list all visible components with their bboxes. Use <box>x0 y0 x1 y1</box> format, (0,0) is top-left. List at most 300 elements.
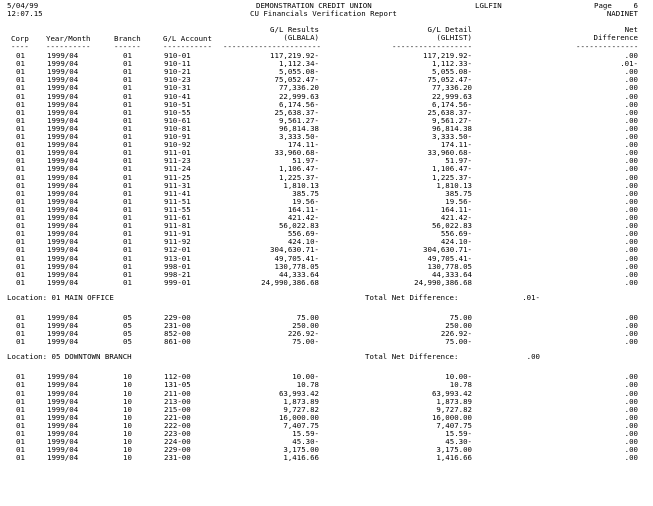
cell-net-difference: .00 <box>624 337 638 347</box>
cell-net-difference: .00 <box>624 321 638 330</box>
cell-net-difference: .00 <box>624 51 638 60</box>
cell-corp: 01 <box>16 107 25 117</box>
total-net-difference-value: .00 <box>526 352 540 362</box>
cell-gl-results: 7,407.75 <box>283 420 319 430</box>
cell-year-month: 1999/04 <box>47 429 79 438</box>
cell-gl-results: 75.00- <box>292 337 319 347</box>
page-label: Page <box>594 1 612 10</box>
cell-year-month: 1999/04 <box>47 172 79 182</box>
cell-gl-results: 33,960.68- <box>274 148 319 158</box>
col-net: Net <box>624 25 638 34</box>
cell-branch: 05 <box>123 329 132 339</box>
cell-corp: 01 <box>16 115 25 125</box>
cell-corp: 01 <box>16 83 25 93</box>
cell-year-month: 1999/04 <box>47 204 79 214</box>
cell-net-difference: .00 <box>624 99 638 109</box>
cell-net-difference: .00 <box>624 261 638 271</box>
cell-branch: 10 <box>123 380 132 390</box>
cell-year-month: 1999/04 <box>47 75 79 85</box>
cell-corp: 01 <box>16 204 25 214</box>
cell-year-month: 1999/04 <box>47 115 79 125</box>
cell-corp: 01 <box>16 420 25 430</box>
cell-branch: 05 <box>123 337 132 347</box>
cell-net-difference: .00 <box>624 329 638 339</box>
cell-corp: 01 <box>16 156 25 166</box>
cell-gl-account: 910-11 <box>164 59 191 69</box>
cell-gl-account: 229-00 <box>164 445 191 455</box>
cell-branch: 01 <box>123 148 132 158</box>
cell-gl-detail: 6,174.56- <box>431 99 472 109</box>
cell-gl-results: 385.75 <box>292 188 319 198</box>
cell-year-month: 1999/04 <box>47 123 79 133</box>
cell-year-month: 1999/04 <box>47 180 79 190</box>
cell-gl-detail: 130,778.05 <box>427 261 472 271</box>
cell-year-month: 1999/04 <box>47 164 79 174</box>
cell-gl-results: 6,174.56- <box>278 99 319 109</box>
cell-corp: 01 <box>16 277 25 287</box>
divider: ------------------ <box>392 42 473 51</box>
col-gl-detail-sub: (GLHIST) <box>436 33 472 42</box>
cell-net-difference: .00 <box>624 237 638 247</box>
cell-gl-account: 910-31 <box>164 83 191 93</box>
cell-gl-detail: 56,022.83 <box>431 221 472 231</box>
cell-corp: 01 <box>16 59 25 69</box>
cell-gl-results: 10.00- <box>292 372 319 382</box>
cell-gl-detail: 10.00- <box>445 372 472 382</box>
cell-net-difference: .00 <box>624 204 638 214</box>
cell-net-difference: .00 <box>624 269 638 279</box>
cell-gl-results: 130,778.05 <box>274 261 319 271</box>
cell-corp: 01 <box>16 312 25 322</box>
cell-year-month: 1999/04 <box>47 156 79 166</box>
cell-corp: 01 <box>16 453 25 463</box>
cell-branch: 01 <box>123 83 132 93</box>
cell-corp: 01 <box>16 188 25 198</box>
cell-gl-detail: 421.42- <box>440 213 472 222</box>
cell-year-month: 1999/04 <box>47 213 79 222</box>
cell-branch: 01 <box>123 204 132 214</box>
cell-gl-account: 912-01 <box>164 245 191 255</box>
cell-gl-detail: 75.00 <box>449 312 472 322</box>
cell-net-difference: .00 <box>624 132 638 141</box>
cell-branch: 10 <box>123 396 132 406</box>
col-corp: Corp <box>11 34 29 43</box>
cell-year-month: 1999/04 <box>47 51 79 60</box>
cell-gl-detail: 556.69- <box>440 229 472 239</box>
cell-branch: 01 <box>123 188 132 198</box>
cell-gl-results: 16,000.00 <box>278 412 319 422</box>
cell-branch: 10 <box>123 445 132 455</box>
cell-net-difference: .00 <box>624 83 638 93</box>
cell-gl-detail: 51.97- <box>445 156 472 166</box>
cell-corp: 01 <box>16 140 25 150</box>
cell-net-difference: .00 <box>624 253 638 263</box>
cell-gl-results: 19.56- <box>292 196 319 206</box>
cell-gl-account: 112-00 <box>164 372 191 382</box>
cell-gl-account: 211-00 <box>164 388 191 398</box>
cell-branch: 01 <box>123 269 132 279</box>
cell-year-month: 1999/04 <box>47 59 79 69</box>
cell-year-month: 1999/04 <box>47 237 79 247</box>
cell-gl-results: 56,022.83 <box>278 221 319 231</box>
cell-net-difference: .00 <box>624 245 638 255</box>
cell-corp: 01 <box>16 329 25 339</box>
cell-gl-account: 910-23 <box>164 75 191 85</box>
cell-branch: 01 <box>123 229 132 239</box>
cell-net-difference: .00 <box>624 148 638 158</box>
cell-gl-detail: 3,175.00 <box>436 445 472 455</box>
cell-corp: 01 <box>16 221 25 231</box>
cell-net-difference: .00 <box>624 213 638 222</box>
cell-net-difference: .00 <box>624 107 638 117</box>
cell-gl-results: 117,219.92- <box>270 51 319 60</box>
cell-gl-results: 77,336.20 <box>278 83 319 93</box>
cell-gl-results: 226.92- <box>287 329 319 339</box>
col-gl-results: G/L Results <box>270 25 319 34</box>
cell-branch: 01 <box>123 237 132 247</box>
cell-gl-results: 1,225.37- <box>278 172 319 182</box>
cell-corp: 01 <box>16 245 25 255</box>
cell-gl-detail: 164.11- <box>440 204 472 214</box>
cell-net-difference: .00 <box>624 180 638 190</box>
cell-gl-detail: 49,705.41- <box>427 253 472 263</box>
cell-branch: 01 <box>123 75 132 85</box>
cell-gl-detail: 250.00 <box>445 321 472 330</box>
cell-gl-results: 1,112.34- <box>278 59 319 69</box>
report-code: LGLFIN <box>475 1 502 10</box>
cell-net-difference: .00 <box>624 91 638 101</box>
cell-gl-account: 910-51 <box>164 99 191 109</box>
cell-net-difference: .00 <box>624 172 638 182</box>
total-net-difference-label: Total Net Difference: <box>365 292 459 302</box>
cell-gl-account: 913-01 <box>164 253 191 263</box>
cell-branch: 01 <box>123 59 132 69</box>
cell-gl-results: 424.10- <box>287 237 319 247</box>
cell-year-month: 1999/04 <box>47 420 79 430</box>
cell-branch: 10 <box>123 453 132 463</box>
cell-gl-detail: 25,638.37- <box>427 107 472 117</box>
cell-gl-account: 911-81 <box>164 221 191 231</box>
cell-year-month: 1999/04 <box>47 196 79 206</box>
cell-net-difference: .00 <box>624 312 638 322</box>
cell-year-month: 1999/04 <box>47 253 79 263</box>
cell-net-difference: .00 <box>624 437 638 447</box>
cell-gl-results: 1,810.13 <box>283 180 319 190</box>
cell-gl-results: 49,705.41- <box>274 253 319 263</box>
cell-gl-account: 222-00 <box>164 420 191 430</box>
divider: ----------- <box>163 42 212 51</box>
cell-year-month: 1999/04 <box>47 388 79 398</box>
cell-gl-results: 10.78 <box>296 380 319 390</box>
cell-year-month: 1999/04 <box>47 372 79 382</box>
cell-branch: 01 <box>123 213 132 222</box>
cell-gl-detail: 174.11- <box>440 140 472 150</box>
location-label: Location: 01 MAIN OFFICE <box>7 292 114 302</box>
cell-gl-account: 910-81 <box>164 123 191 133</box>
organization-name: DEMONSTRATION CREDIT UNION <box>256 1 372 10</box>
cell-corp: 01 <box>16 445 25 455</box>
cell-corp: 01 <box>16 404 25 414</box>
cell-gl-account: 911-55 <box>164 204 191 214</box>
cell-year-month: 1999/04 <box>47 99 79 109</box>
cell-gl-detail: 16,000.00 <box>431 412 472 422</box>
cell-gl-results: 164.11- <box>287 204 319 214</box>
cell-gl-detail: 5,055.08- <box>431 67 472 77</box>
divider: ---- <box>11 42 29 51</box>
cell-year-month: 1999/04 <box>47 396 79 406</box>
cell-gl-account: 911-91 <box>164 229 191 239</box>
cell-branch: 01 <box>123 221 132 231</box>
cell-gl-account: 231-00 <box>164 321 191 330</box>
cell-net-difference: .00 <box>624 429 638 438</box>
cell-net-difference: .00 <box>624 156 638 166</box>
cell-year-month: 1999/04 <box>47 269 79 279</box>
cell-branch: 10 <box>123 404 132 414</box>
cell-net-difference: .00 <box>624 221 638 231</box>
cell-gl-account: 911-61 <box>164 213 191 222</box>
cell-gl-results: 25,638.37- <box>274 107 319 117</box>
cell-year-month: 1999/04 <box>47 453 79 463</box>
cell-gl-detail: 304,630.71- <box>423 245 472 255</box>
cell-gl-account: 911-41 <box>164 188 191 198</box>
cell-year-month: 1999/04 <box>47 412 79 422</box>
cell-net-difference: .00 <box>624 380 638 390</box>
cell-branch: 05 <box>123 321 132 330</box>
report-title: CU Financials Verification Report <box>250 9 397 18</box>
cell-corp: 01 <box>16 132 25 141</box>
cell-gl-account: 911-25 <box>164 172 191 182</box>
cell-branch: 10 <box>123 420 132 430</box>
cell-gl-detail: 45.30- <box>445 437 472 447</box>
cell-gl-results: 96,814.38 <box>278 123 319 133</box>
cell-branch: 01 <box>123 140 132 150</box>
cell-gl-detail: 44,333.64 <box>431 269 472 279</box>
cell-gl-detail: 3,333.50- <box>431 132 472 141</box>
cell-year-month: 1999/04 <box>47 337 79 347</box>
divider: -------------- <box>576 42 639 51</box>
cell-corp: 01 <box>16 164 25 174</box>
location-label: Location: 05 DOWNTOWN BRANCH <box>7 352 132 362</box>
cell-year-month: 1999/04 <box>47 148 79 158</box>
cell-gl-results: 5,055.08- <box>278 67 319 77</box>
cell-corp: 01 <box>16 372 25 382</box>
cell-year-month: 1999/04 <box>47 404 79 414</box>
cell-gl-account: 999-01 <box>164 277 191 287</box>
cell-corp: 01 <box>16 172 25 182</box>
cell-branch: 05 <box>123 312 132 322</box>
cell-gl-results: 51.97- <box>292 156 319 166</box>
cell-gl-account: 911-51 <box>164 196 191 206</box>
cell-gl-account: 224-00 <box>164 437 191 447</box>
cell-year-month: 1999/04 <box>47 107 79 117</box>
cell-corp: 01 <box>16 123 25 133</box>
cell-gl-detail: 9,727.82 <box>436 404 472 414</box>
cell-gl-detail: 9,561.27- <box>431 115 472 125</box>
cell-branch: 10 <box>123 429 132 438</box>
cell-gl-account: 910-92 <box>164 140 191 150</box>
cell-corp: 01 <box>16 99 25 109</box>
cell-branch: 01 <box>123 172 132 182</box>
cell-year-month: 1999/04 <box>47 329 79 339</box>
cell-gl-account: 223-00 <box>164 429 191 438</box>
cell-gl-account: 911-31 <box>164 180 191 190</box>
cell-corp: 01 <box>16 321 25 330</box>
cell-net-difference: .00 <box>624 115 638 125</box>
cell-gl-account: 910-91 <box>164 132 191 141</box>
cell-gl-results: 22,999.63 <box>278 91 319 101</box>
cell-gl-results: 75,052.47- <box>274 75 319 85</box>
cell-gl-results: 1,416.66 <box>283 453 319 463</box>
cell-gl-account: 998-21 <box>164 269 191 279</box>
cell-gl-detail: 19.56- <box>445 196 472 206</box>
cell-gl-results: 75.00 <box>296 312 319 322</box>
cell-gl-results: 44,333.64 <box>278 269 319 279</box>
cell-gl-detail: 1,416.66 <box>436 453 472 463</box>
cell-year-month: 1999/04 <box>47 312 79 322</box>
cell-branch: 01 <box>123 253 132 263</box>
cell-corp: 01 <box>16 380 25 390</box>
cell-corp: 01 <box>16 180 25 190</box>
cell-gl-results: 250.00 <box>292 321 319 330</box>
cell-gl-detail: 15.59- <box>445 429 472 438</box>
cell-gl-account: 229-00 <box>164 312 191 322</box>
cell-branch: 01 <box>123 123 132 133</box>
col-gl-detail: G/L Detail <box>427 25 472 34</box>
cell-net-difference: .00 <box>624 420 638 430</box>
cell-gl-detail: 1,810.13 <box>436 180 472 190</box>
cell-branch: 01 <box>123 91 132 101</box>
cell-corp: 01 <box>16 253 25 263</box>
cell-gl-account: 215-00 <box>164 404 191 414</box>
cell-gl-results: 24,990,386.68 <box>261 277 319 287</box>
cell-net-difference: .00 <box>624 388 638 398</box>
cell-year-month: 1999/04 <box>47 132 79 141</box>
cell-branch: 10 <box>123 412 132 422</box>
col-gl-results-sub: (GLBALA) <box>283 33 319 42</box>
cell-net-difference: .00 <box>624 445 638 455</box>
cell-corp: 01 <box>16 213 25 222</box>
cell-year-month: 1999/04 <box>47 321 79 330</box>
cell-corp: 01 <box>16 388 25 398</box>
col-year-month: Year/Month <box>46 34 91 43</box>
cell-branch: 01 <box>123 277 132 287</box>
cell-gl-account: 910-41 <box>164 91 191 101</box>
cell-gl-detail: 1,106.47- <box>431 164 472 174</box>
cell-gl-detail: 1,112.33- <box>431 59 472 69</box>
cell-gl-detail: 75.00- <box>445 337 472 347</box>
cell-branch: 10 <box>123 372 132 382</box>
divider: ---------------------- <box>223 42 321 51</box>
cell-year-month: 1999/04 <box>47 245 79 255</box>
cell-gl-detail: 7,407.75 <box>436 420 472 430</box>
cell-year-month: 1999/04 <box>47 83 79 93</box>
cell-branch: 01 <box>123 51 132 60</box>
cell-corp: 01 <box>16 337 25 347</box>
cell-gl-account: 910-01 <box>164 51 191 60</box>
cell-corp: 01 <box>16 67 25 77</box>
cell-year-month: 1999/04 <box>47 380 79 390</box>
cell-branch: 01 <box>123 245 132 255</box>
cell-gl-detail: 10.78 <box>449 380 472 390</box>
cell-gl-detail: 24,990,386.68 <box>414 277 472 287</box>
cell-gl-detail: 22,999.63 <box>431 91 472 101</box>
cell-corp: 01 <box>16 412 25 422</box>
cell-net-difference: .00 <box>624 75 638 85</box>
cell-gl-account: 221-00 <box>164 412 191 422</box>
cell-year-month: 1999/04 <box>47 437 79 447</box>
cell-branch: 01 <box>123 261 132 271</box>
cell-branch: 01 <box>123 107 132 117</box>
cell-gl-account: 911-01 <box>164 148 191 158</box>
cell-corp: 01 <box>16 237 25 247</box>
user-id: NADINET <box>606 9 638 18</box>
page-number: 6 <box>633 1 638 10</box>
cell-year-month: 1999/04 <box>47 221 79 231</box>
cell-gl-account: 910-55 <box>164 107 191 117</box>
cell-gl-account: 852-00 <box>164 329 191 339</box>
cell-gl-account: 998-01 <box>164 261 191 271</box>
cell-gl-account: 131-05 <box>164 380 191 390</box>
cell-branch: 01 <box>123 67 132 77</box>
report-time: 12:07.15 <box>7 9 43 18</box>
cell-year-month: 1999/04 <box>47 188 79 198</box>
cell-gl-results: 3,333.50- <box>278 132 319 141</box>
cell-net-difference: .01- <box>620 59 638 69</box>
cell-branch: 10 <box>123 388 132 398</box>
divider: ---------- <box>46 42 91 51</box>
cell-gl-results: 421.42- <box>287 213 319 222</box>
cell-gl-results: 1,106.47- <box>278 164 319 174</box>
cell-corp: 01 <box>16 196 25 206</box>
cell-gl-results: 15.59- <box>292 429 319 438</box>
cell-gl-detail: 117,219.92- <box>423 51 472 60</box>
col-gl-account: G/L Account <box>163 34 212 43</box>
cell-gl-detail: 96,814.38 <box>431 123 472 133</box>
cell-gl-results: 45.30- <box>292 437 319 447</box>
cell-gl-detail: 424.10- <box>440 237 472 247</box>
cell-year-month: 1999/04 <box>47 91 79 101</box>
cell-gl-detail: 63,993.42 <box>431 388 472 398</box>
cell-corp: 01 <box>16 91 25 101</box>
cell-gl-results: 9,561.27- <box>278 115 319 125</box>
cell-gl-account: 911-23 <box>164 156 191 166</box>
cell-gl-detail: 1,225.37- <box>431 172 472 182</box>
cell-gl-account: 861-00 <box>164 337 191 347</box>
cell-gl-results: 304,630.71- <box>270 245 319 255</box>
cell-gl-results: 174.11- <box>287 140 319 150</box>
cell-year-month: 1999/04 <box>47 261 79 271</box>
cell-gl-account: 231-00 <box>164 453 191 463</box>
cell-net-difference: .00 <box>624 396 638 406</box>
cell-branch: 01 <box>123 156 132 166</box>
cell-gl-account: 911-24 <box>164 164 191 174</box>
cell-year-month: 1999/04 <box>47 277 79 287</box>
cell-branch: 10 <box>123 437 132 447</box>
cell-gl-detail: 385.75 <box>445 188 472 198</box>
cell-corp: 01 <box>16 261 25 271</box>
col-net-sub: Difference <box>593 33 638 42</box>
divider: ------ <box>114 42 141 51</box>
cell-gl-detail: 77,336.20 <box>431 83 472 93</box>
cell-net-difference: .00 <box>624 277 638 287</box>
cell-gl-detail: 1,873.89 <box>436 396 472 406</box>
cell-year-month: 1999/04 <box>47 140 79 150</box>
cell-gl-detail: 33,960.68- <box>427 148 472 158</box>
cell-net-difference: .00 <box>624 67 638 77</box>
cell-gl-detail: 75,052.47- <box>427 75 472 85</box>
report-date: 5/04/99 <box>7 1 39 10</box>
cell-net-difference: .00 <box>624 229 638 239</box>
